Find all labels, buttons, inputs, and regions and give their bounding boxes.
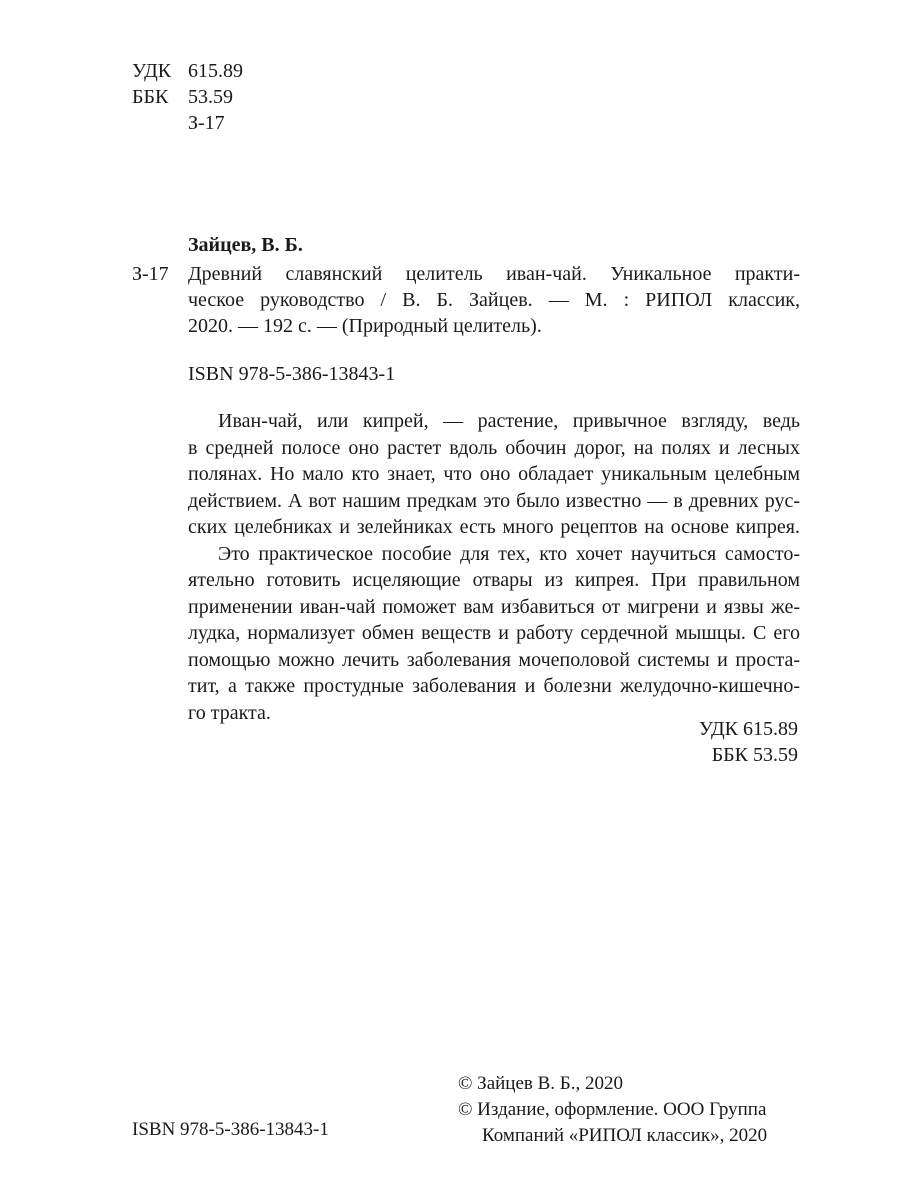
annotation-line: Это практическое пособие для тех, кто хочет научиться самосто- — [218, 542, 800, 565]
copyright-publisher-cont: Компаний «РИПОЛ классик», 2020 — [482, 1125, 768, 1146]
annotation-line: ских целебниках и зелейниках есть много рецептов на основе кипрея. — [188, 516, 800, 538]
classification-bottom — [699, 716, 798, 768]
udk-bottom: УДК 615.89 — [698, 718, 798, 740]
bib-line: ческое руководство / В. Б. Зайцев. — М. : РИПОЛ классик, — [188, 289, 800, 311]
udk-top-row — [132, 58, 243, 84]
author-code-top: З-17 — [188, 112, 225, 134]
annotation-line: лудка, нормализует обмен веществ и работу сердечной мышцы. С его — [188, 622, 800, 644]
bibliographic-record — [188, 261, 800, 339]
copyright-author: © Зайцев В. Б., 2020 — [458, 1073, 623, 1094]
copyright-block — [458, 1071, 767, 1149]
annotation-line: го тракта. — [188, 701, 271, 724]
annotation-line: действием. А вот нашим предкам это было известно — в древних рус- — [188, 489, 800, 512]
author-name: Зайцев, В. Б. — [188, 234, 303, 256]
annotation-line: применении иван-чай поможет вам избавиться от мигрени и язвы же- — [188, 595, 800, 618]
isbn-footer: ISBN 978-5-386-13843-1 — [132, 1119, 329, 1140]
annotation-line: в средней полосе оно растет вдоль обочин дорог, на полях и лесных — [188, 436, 800, 459]
annotation-line: ятельно готовить исцеляющие отвары из кипрея. При правильном — [188, 569, 800, 591]
bbk-top-row — [132, 84, 233, 110]
bib-line: Древний славянский целитель иван-чай. Уникальное практи- — [188, 263, 800, 285]
bbk-bottom: ББК 53.59 — [711, 744, 798, 766]
bib-line: 2020. — 192 с. — (Природный целитель). — [188, 315, 542, 337]
bbk-label: ББК — [132, 86, 169, 108]
annotation — [188, 408, 800, 726]
udk-label: УДК — [132, 60, 172, 82]
annotation-line: помощью можно лечить заболевания мочеполовой системы и проста- — [188, 648, 800, 671]
udk-value: 615.89 — [188, 60, 243, 82]
isbn: ISBN 978-5-386-13843-1 — [188, 363, 396, 385]
copyright-publisher: © Издание, оформление. ООО Группа — [458, 1099, 767, 1120]
annotation-line: полянах. Но мало кто знает, что оно обладает уникальным целебным — [188, 463, 800, 485]
annotation-line: тит, а также простудные заболевания и болезни желудочно-кишечно- — [188, 675, 800, 697]
annotation-line: Иван-чай, или кипрей, — растение, привычное взгляду, ведь — [218, 410, 800, 432]
bbk-value: 53.59 — [188, 86, 233, 108]
author-code: З-17 — [132, 263, 169, 285]
